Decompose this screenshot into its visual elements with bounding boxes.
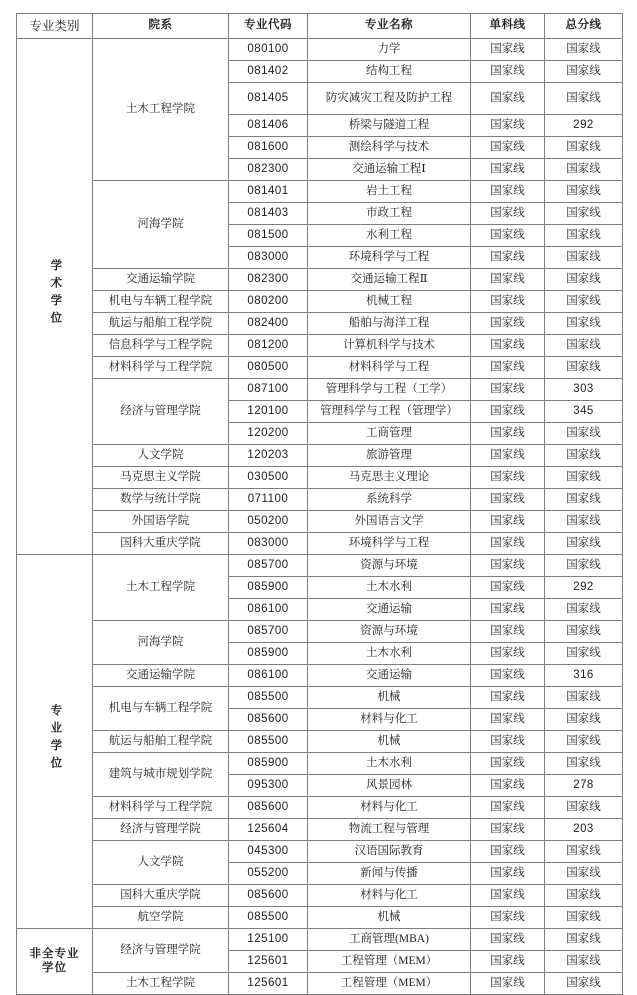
major-name-cell: 管理科学与工程（工学） [308, 379, 471, 401]
total-score-line-cell: 国家线 [545, 489, 623, 511]
single-subject-line-cell: 国家线 [471, 379, 545, 401]
single-subject-line-cell: 国家线 [471, 61, 545, 83]
table-row [17, 291, 623, 313]
single-subject-line-cell: 国家线 [471, 203, 545, 225]
table-row [17, 753, 623, 775]
major-name-cell: 机械工程 [308, 291, 471, 313]
department-cell: 航空学院 [93, 907, 229, 929]
single-subject-line-cell: 国家线 [471, 291, 545, 313]
single-subject-line-cell: 国家线 [471, 335, 545, 357]
degree-category-cell [17, 929, 93, 995]
single-subject-line-cell: 国家线 [471, 357, 545, 379]
major-code-cell: 120200 [229, 423, 308, 445]
table-row [17, 357, 623, 379]
single-subject-line-cell: 国家线 [471, 753, 545, 775]
single-subject-line-cell: 国家线 [471, 489, 545, 511]
total-score-line-cell: 国家线 [545, 203, 623, 225]
column-header-single-subject-line: 单科线 [471, 14, 545, 39]
major-name-cell: 市政工程 [308, 203, 471, 225]
major-code-cell: 045300 [229, 841, 308, 863]
department-cell: 人文学院 [93, 445, 229, 467]
major-code-cell: 082300 [229, 269, 308, 291]
major-code-cell: 095300 [229, 775, 308, 797]
total-score-line-cell: 278 [545, 775, 623, 797]
degree-category-label: 非全专业学位 [29, 948, 80, 974]
table-row [17, 907, 623, 929]
major-code-cell: 085700 [229, 555, 308, 577]
total-score-line-cell: 国家线 [545, 159, 623, 181]
single-subject-line-cell: 国家线 [471, 577, 545, 599]
table-row [17, 39, 623, 61]
major-code-cell: 055200 [229, 863, 308, 885]
major-name-cell: 交通运输工程Ⅱ [308, 269, 471, 291]
total-score-line-cell: 国家线 [545, 621, 623, 643]
department-cell: 交通运输学院 [93, 269, 229, 291]
single-subject-line-cell: 国家线 [471, 83, 545, 115]
single-subject-line-cell: 国家线 [471, 819, 545, 841]
department-cell: 机电与车辆工程学院 [93, 687, 229, 731]
major-code-cell: 081500 [229, 225, 308, 247]
single-subject-line-cell: 国家线 [471, 973, 545, 995]
major-name-cell: 旅游管理 [308, 445, 471, 467]
department-cell: 航运与船舶工程学院 [93, 731, 229, 753]
single-subject-line-cell: 国家线 [471, 555, 545, 577]
major-code-cell: 085600 [229, 797, 308, 819]
major-code-cell: 080500 [229, 357, 308, 379]
single-subject-line-cell: 国家线 [471, 533, 545, 555]
single-subject-line-cell: 国家线 [471, 511, 545, 533]
major-name-cell: 新闻与传播 [308, 863, 471, 885]
major-name-cell: 工程管理（MEM） [308, 951, 471, 973]
table-header [17, 14, 623, 39]
major-code-cell: 087100 [229, 379, 308, 401]
single-subject-line-cell: 国家线 [471, 643, 545, 665]
major-code-cell: 086100 [229, 599, 308, 621]
major-code-cell: 085900 [229, 753, 308, 775]
total-score-line-cell: 国家线 [545, 753, 623, 775]
single-subject-line-cell: 国家线 [471, 687, 545, 709]
single-subject-line-cell: 国家线 [471, 225, 545, 247]
department-cell: 河海学院 [93, 621, 229, 665]
major-name-cell: 交通运输 [308, 665, 471, 687]
total-score-line-cell: 292 [545, 577, 623, 599]
table-row [17, 731, 623, 753]
degree-category-cell [17, 39, 93, 555]
major-code-cell: 120203 [229, 445, 308, 467]
major-code-cell: 050200 [229, 511, 308, 533]
major-name-cell: 土木水利 [308, 577, 471, 599]
total-score-line-cell: 国家线 [545, 137, 623, 159]
total-score-line-cell: 国家线 [545, 357, 623, 379]
major-name-cell: 材料与化工 [308, 885, 471, 907]
department-cell: 航运与船舶工程学院 [93, 313, 229, 335]
major-code-cell: 085500 [229, 687, 308, 709]
major-name-cell: 材料与化工 [308, 797, 471, 819]
department-cell: 材料科学与工程学院 [93, 797, 229, 819]
department-cell: 外国语学院 [93, 511, 229, 533]
header-row [17, 14, 623, 39]
major-code-cell: 080200 [229, 291, 308, 313]
total-score-line-cell: 国家线 [545, 863, 623, 885]
table-row [17, 929, 623, 951]
major-name-cell: 桥梁与隧道工程 [308, 115, 471, 137]
single-subject-line-cell: 国家线 [471, 445, 545, 467]
total-score-line-cell: 国家线 [545, 731, 623, 753]
major-name-cell: 材料与化工 [308, 709, 471, 731]
department-cell: 土木工程学院 [93, 555, 229, 621]
department-cell: 材料科学与工程学院 [93, 357, 229, 379]
major-code-cell: 085600 [229, 885, 308, 907]
single-subject-line-cell: 国家线 [471, 797, 545, 819]
major-code-cell: 085900 [229, 577, 308, 599]
total-score-line-cell: 国家线 [545, 973, 623, 995]
table-body [17, 39, 623, 995]
major-code-cell: 030500 [229, 467, 308, 489]
degree-category-cell [17, 555, 93, 929]
major-code-cell: 085900 [229, 643, 308, 665]
major-name-cell: 岩土工程 [308, 181, 471, 203]
table-row [17, 467, 623, 489]
table-row [17, 797, 623, 819]
department-cell: 机电与车辆工程学院 [93, 291, 229, 313]
single-subject-line-cell: 国家线 [471, 951, 545, 973]
single-subject-line-cell: 国家线 [471, 269, 545, 291]
table-row [17, 489, 623, 511]
major-name-cell: 交通运输 [308, 599, 471, 621]
total-score-line-cell: 国家线 [545, 467, 623, 489]
major-code-cell: 086100 [229, 665, 308, 687]
major-name-cell: 马克思主义理论 [308, 467, 471, 489]
major-code-cell: 082400 [229, 313, 308, 335]
major-code-cell: 085700 [229, 621, 308, 643]
total-score-line-cell: 国家线 [545, 929, 623, 951]
single-subject-line-cell: 国家线 [471, 841, 545, 863]
total-score-line-cell: 国家线 [545, 61, 623, 83]
major-code-cell: 125601 [229, 951, 308, 973]
major-name-cell: 风景园林 [308, 775, 471, 797]
single-subject-line-cell: 国家线 [471, 599, 545, 621]
table-row [17, 687, 623, 709]
admission-score-table [16, 13, 623, 995]
total-score-line-cell: 345 [545, 401, 623, 423]
major-name-cell: 防灾减灾工程及防护工程 [308, 83, 471, 115]
single-subject-line-cell: 国家线 [471, 907, 545, 929]
major-name-cell: 机械 [308, 731, 471, 753]
major-code-cell: 081401 [229, 181, 308, 203]
table-row [17, 973, 623, 995]
table-row [17, 841, 623, 863]
table-row [17, 885, 623, 907]
major-name-cell: 环境科学与工程 [308, 247, 471, 269]
single-subject-line-cell: 国家线 [471, 863, 545, 885]
major-name-cell: 机械 [308, 687, 471, 709]
major-code-cell: 125100 [229, 929, 308, 951]
single-subject-line-cell: 国家线 [471, 137, 545, 159]
major-name-cell: 物流工程与管理 [308, 819, 471, 841]
table-row [17, 621, 623, 643]
major-name-cell: 外国语言文学 [308, 511, 471, 533]
major-name-cell: 资源与环境 [308, 621, 471, 643]
total-score-line-cell: 国家线 [545, 709, 623, 731]
department-cell: 经济与管理学院 [93, 819, 229, 841]
total-score-line-cell: 国家线 [545, 511, 623, 533]
total-score-line-cell: 国家线 [545, 291, 623, 313]
column-header-total-score-line: 总分线 [545, 14, 623, 39]
total-score-line-cell: 国家线 [545, 797, 623, 819]
major-code-cell: 120100 [229, 401, 308, 423]
single-subject-line-cell: 国家线 [471, 731, 545, 753]
table-row [17, 555, 623, 577]
total-score-line-cell: 国家线 [545, 599, 623, 621]
column-header-major: 专业名称 [308, 14, 471, 39]
column-header-department: 院系 [93, 14, 229, 39]
single-subject-line-cell: 国家线 [471, 467, 545, 489]
major-code-cell: 085500 [229, 731, 308, 753]
major-code-cell: 080100 [229, 39, 308, 61]
total-score-line-cell: 国家线 [545, 39, 623, 61]
single-subject-line-cell: 国家线 [471, 885, 545, 907]
department-cell: 国科大重庆学院 [93, 533, 229, 555]
major-name-cell: 船舶与海洋工程 [308, 313, 471, 335]
major-code-cell: 071100 [229, 489, 308, 511]
single-subject-line-cell: 国家线 [471, 709, 545, 731]
table-row [17, 335, 623, 357]
table-row [17, 819, 623, 841]
major-name-cell: 汉语国际教育 [308, 841, 471, 863]
department-cell: 土木工程学院 [93, 973, 229, 995]
department-cell: 交通运输学院 [93, 665, 229, 687]
total-score-line-cell: 国家线 [545, 841, 623, 863]
major-name-cell: 工商管理(MBA) [308, 929, 471, 951]
major-code-cell: 081402 [229, 61, 308, 83]
department-cell: 经济与管理学院 [93, 379, 229, 445]
total-score-line-cell: 国家线 [545, 533, 623, 555]
total-score-line-cell: 国家线 [545, 269, 623, 291]
major-code-cell: 085600 [229, 709, 308, 731]
major-name-cell: 工程管理（MEM） [308, 973, 471, 995]
total-score-line-cell: 国家线 [545, 313, 623, 335]
department-cell: 建筑与城市规划学院 [93, 753, 229, 797]
single-subject-line-cell: 国家线 [471, 115, 545, 137]
single-subject-line-cell: 国家线 [471, 313, 545, 335]
table-row [17, 181, 623, 203]
column-header-category: 专业类别 [17, 14, 93, 39]
major-name-cell: 结构工程 [308, 61, 471, 83]
single-subject-line-cell: 国家线 [471, 423, 545, 445]
total-score-line-cell: 国家线 [545, 83, 623, 115]
total-score-line-cell: 国家线 [545, 907, 623, 929]
major-name-cell: 测绘科学与技术 [308, 137, 471, 159]
single-subject-line-cell: 国家线 [471, 665, 545, 687]
single-subject-line-cell: 国家线 [471, 621, 545, 643]
total-score-line-cell: 国家线 [545, 951, 623, 973]
major-code-cell: 083000 [229, 533, 308, 555]
major-code-cell: 082300 [229, 159, 308, 181]
major-code-cell: 085500 [229, 907, 308, 929]
table-row [17, 665, 623, 687]
total-score-line-cell: 203 [545, 819, 623, 841]
department-cell: 国科大重庆学院 [93, 885, 229, 907]
single-subject-line-cell: 国家线 [471, 39, 545, 61]
major-name-cell: 水利工程 [308, 225, 471, 247]
major-name-cell: 工商管理 [308, 423, 471, 445]
department-cell: 河海学院 [93, 181, 229, 269]
major-code-cell: 081200 [229, 335, 308, 357]
department-cell: 数学与统计学院 [93, 489, 229, 511]
department-cell: 马克思主义学院 [93, 467, 229, 489]
major-name-cell: 计算机科学与技术 [308, 335, 471, 357]
total-score-line-cell: 国家线 [545, 181, 623, 203]
total-score-line-cell: 国家线 [545, 445, 623, 467]
total-score-line-cell: 国家线 [545, 643, 623, 665]
major-name-cell: 材料科学与工程 [308, 357, 471, 379]
major-name-cell: 资源与环境 [308, 555, 471, 577]
total-score-line-cell: 国家线 [545, 335, 623, 357]
degree-category-label: 专业学位 [49, 704, 62, 775]
table-row [17, 313, 623, 335]
major-code-cell: 125604 [229, 819, 308, 841]
major-name-cell: 力学 [308, 39, 471, 61]
table-row [17, 269, 623, 291]
major-name-cell: 系统科学 [308, 489, 471, 511]
major-code-cell: 081403 [229, 203, 308, 225]
total-score-line-cell: 303 [545, 379, 623, 401]
major-code-cell: 081600 [229, 137, 308, 159]
single-subject-line-cell: 国家线 [471, 181, 545, 203]
major-name-cell: 机械 [308, 907, 471, 929]
total-score-line-cell: 国家线 [545, 423, 623, 445]
major-code-cell: 081405 [229, 83, 308, 115]
total-score-line-cell: 国家线 [545, 885, 623, 907]
table-row [17, 379, 623, 401]
single-subject-line-cell: 国家线 [471, 159, 545, 181]
department-cell: 人文学院 [93, 841, 229, 885]
major-name-cell: 管理科学与工程（管理学） [308, 401, 471, 423]
degree-category-label: 学术学位 [49, 259, 62, 330]
single-subject-line-cell: 国家线 [471, 929, 545, 951]
department-cell: 土木工程学院 [93, 39, 229, 181]
major-name-cell: 环境科学与工程 [308, 533, 471, 555]
table-row [17, 511, 623, 533]
total-score-line-cell: 国家线 [545, 687, 623, 709]
table-row [17, 533, 623, 555]
single-subject-line-cell: 国家线 [471, 401, 545, 423]
major-code-cell: 083000 [229, 247, 308, 269]
single-subject-line-cell: 国家线 [471, 247, 545, 269]
total-score-line-cell: 316 [545, 665, 623, 687]
major-name-cell: 土木水利 [308, 753, 471, 775]
total-score-line-cell: 国家线 [545, 555, 623, 577]
department-cell: 经济与管理学院 [93, 929, 229, 973]
major-name-cell: 交通运输工程Ⅰ [308, 159, 471, 181]
major-code-cell: 125601 [229, 973, 308, 995]
table-row [17, 445, 623, 467]
total-score-line-cell: 292 [545, 115, 623, 137]
total-score-line-cell: 国家线 [545, 247, 623, 269]
total-score-line-cell: 国家线 [545, 225, 623, 247]
major-code-cell: 081406 [229, 115, 308, 137]
column-header-code: 专业代码 [229, 14, 308, 39]
major-name-cell: 土木水利 [308, 643, 471, 665]
single-subject-line-cell: 国家线 [471, 775, 545, 797]
department-cell: 信息科学与工程学院 [93, 335, 229, 357]
